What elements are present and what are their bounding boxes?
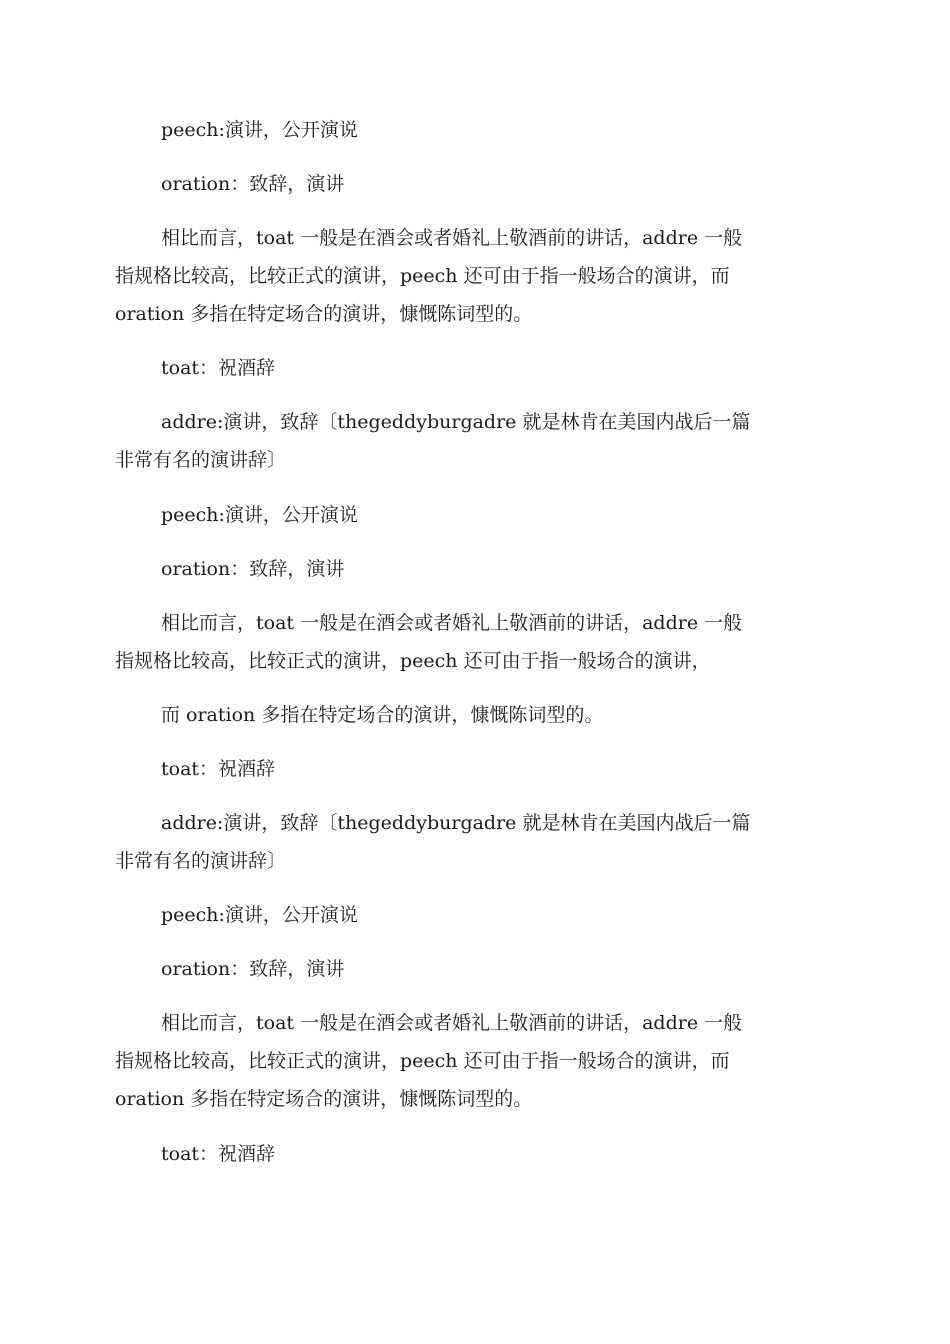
paragraph: [115, 696, 835, 734]
text-line: toat：祝酒辞: [161, 357, 276, 379]
text-line: toat：祝酒辞: [161, 1143, 276, 1165]
paragraph: [115, 1004, 835, 1118]
text-line: 指规格比较高，比较正式的演讲，peech 还可由于指一般场合的演讲，而: [115, 1050, 730, 1072]
paragraph: [115, 950, 835, 988]
paragraph: [115, 1135, 835, 1173]
text-line: toat：祝酒辞: [161, 758, 276, 780]
text-line: 非常有名的演讲辞〕: [115, 449, 287, 471]
text-line: oration：致辞，演讲: [161, 558, 345, 580]
text-line: 而 oration 多指在特定场合的演讲，慷慨陈词型的。: [161, 704, 604, 726]
paragraph: [115, 604, 835, 680]
text-line: oration 多指在特定场合的演讲，慷慨陈词型的。: [115, 1088, 533, 1110]
paragraph: [115, 219, 835, 333]
text-line: 相比而言，toat 一般是在酒会或者婚礼上敬酒前的讲话，addre 一般: [161, 612, 743, 634]
paragraph: [115, 111, 835, 149]
text-line: oration：致辞，演讲: [161, 173, 345, 195]
text-line: peech:演讲，公开演说: [161, 504, 358, 526]
paragraph: [115, 896, 835, 934]
text-line: addre:演讲，致辞〔thegeddyburgadre 就是林肯在美国内战后一篇: [161, 411, 751, 433]
paragraph: [115, 804, 835, 880]
text-line: 相比而言，toat 一般是在酒会或者婚礼上敬酒前的讲话，addre 一般: [161, 1012, 743, 1034]
text-line: oration：致辞，演讲: [161, 958, 345, 980]
paragraph: [115, 496, 835, 534]
text-line: peech:演讲，公开演说: [161, 904, 358, 926]
paragraph: [115, 349, 835, 387]
text-line: peech:演讲，公开演说: [161, 119, 358, 141]
paragraph: [115, 550, 835, 588]
paragraph: [115, 403, 835, 479]
text-line: oration 多指在特定场合的演讲，慷慨陈词型的。: [115, 303, 533, 325]
text-line: addre:演讲，致辞〔thegeddyburgadre 就是林肯在美国内战后一篇: [161, 812, 751, 834]
paragraph: [115, 750, 835, 788]
text-line: 指规格比较高，比较正式的演讲，peech 还可由于指一般场合的演讲，而: [115, 265, 730, 287]
text-line: 相比而言，toat 一般是在酒会或者婚礼上敬酒前的讲话，addre 一般: [161, 227, 743, 249]
text-line: 非常有名的演讲辞〕: [115, 850, 287, 872]
paragraph: [115, 165, 835, 203]
text-line: 指规格比较高，比较正式的演讲，peech 还可由于指一般场合的演讲，: [115, 650, 711, 672]
